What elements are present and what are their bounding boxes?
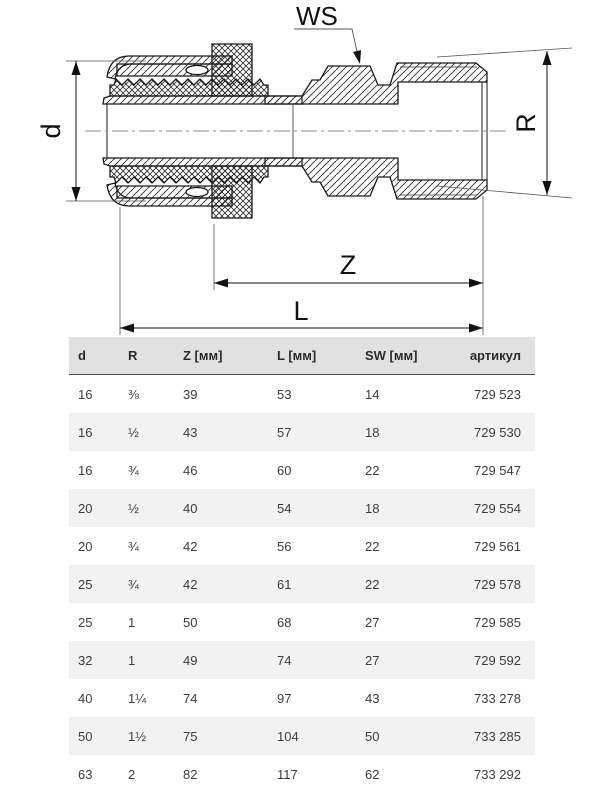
- cell-r: ¾: [128, 538, 139, 554]
- table-row: [69, 375, 535, 414]
- cell-article: 729 561: [474, 538, 521, 554]
- col-header-z: Z [мм]: [174, 337, 268, 375]
- cell-sw: 62: [365, 766, 380, 782]
- cell-article: 729 554: [474, 500, 521, 516]
- cell-article: 733 285: [474, 728, 521, 744]
- cell-z: 42: [183, 538, 198, 554]
- cell-article: 733 278: [474, 690, 521, 706]
- table-row: [69, 565, 535, 603]
- inspection-window: [186, 188, 208, 197]
- cell-l: 53: [277, 386, 292, 402]
- cell-l: 104: [277, 728, 299, 744]
- dim-label-d: d: [36, 123, 67, 139]
- cell-z: 46: [183, 462, 198, 478]
- cell-l: 60: [277, 462, 292, 478]
- technical-drawing: [0, 0, 600, 336]
- cell-r: 1: [128, 614, 136, 630]
- cell-l: 97: [277, 690, 292, 706]
- col-header-sw: SW [мм]: [356, 337, 440, 375]
- cell-d: 16: [78, 386, 93, 402]
- cell-z: 43: [183, 424, 198, 440]
- cell-article: 729 547: [474, 462, 521, 478]
- col-header-l: L [мм]: [268, 337, 356, 375]
- cell-r: ¾: [128, 576, 139, 592]
- dim-label-ws: WS: [296, 1, 338, 31]
- cell-r: 1: [128, 652, 136, 668]
- table-row: [69, 717, 535, 755]
- cell-r: 1½: [128, 728, 147, 744]
- cell-d: 40: [78, 690, 93, 706]
- cell-d: 20: [78, 500, 93, 516]
- cell-d: 50: [78, 728, 93, 744]
- spec-table: [69, 337, 535, 793]
- cell-r: ½: [128, 500, 139, 516]
- table-row: [69, 603, 535, 641]
- cell-sw: 14: [365, 386, 380, 402]
- dim-l: [120, 196, 483, 335]
- cell-sw: 50: [365, 728, 380, 744]
- dim-label-r: R: [511, 113, 542, 133]
- dim-z: [214, 224, 483, 290]
- col-header-d: d: [69, 337, 119, 375]
- cell-z: 39: [183, 386, 198, 402]
- cell-article: 729 592: [474, 652, 521, 668]
- table-row: [69, 755, 535, 793]
- cell-r: 2: [128, 766, 136, 782]
- cell-article: 729 530: [474, 424, 521, 440]
- cell-l: 56: [277, 538, 292, 554]
- cell-z: 42: [183, 576, 198, 592]
- col-header-r: R: [119, 337, 174, 375]
- dim-label-l: L: [293, 296, 309, 326]
- cell-d: 32: [78, 652, 93, 668]
- cell-z: 50: [183, 614, 198, 630]
- cell-l: 117: [277, 766, 298, 782]
- cell-l: 74: [277, 652, 292, 668]
- cell-z: 74: [183, 690, 198, 706]
- cell-l: 54: [277, 500, 292, 516]
- cell-r: ¾: [128, 462, 139, 478]
- cell-sw: 22: [365, 538, 380, 554]
- cell-z: 75: [183, 728, 198, 744]
- cell-sw: 18: [365, 424, 380, 440]
- table-row: [69, 527, 535, 565]
- cell-z: 82: [183, 766, 198, 782]
- header-row: [69, 337, 535, 375]
- cell-r: ⅜: [128, 386, 139, 402]
- table-row: [69, 451, 535, 489]
- cell-z: 49: [183, 652, 198, 668]
- cell-d: 20: [78, 538, 93, 554]
- table-row: [69, 679, 535, 717]
- cell-sw: 22: [365, 576, 380, 592]
- cell-d: 16: [78, 462, 93, 478]
- cell-article: 729 578: [474, 576, 521, 592]
- cell-sw: 27: [365, 652, 380, 668]
- dim-label-z: Z: [339, 250, 357, 280]
- cell-z: 40: [183, 500, 198, 516]
- cell-l: 61: [277, 576, 292, 592]
- table-header: [69, 337, 535, 375]
- table-body: [69, 375, 535, 794]
- table-row: [69, 641, 535, 679]
- cell-sw: 27: [365, 614, 380, 630]
- cell-d: 25: [78, 614, 93, 630]
- cell-d: 16: [78, 424, 93, 440]
- dim-ws: [294, 1, 361, 64]
- cell-article: 729 523: [474, 386, 521, 402]
- table-row: [69, 413, 535, 451]
- table-row: [69, 489, 535, 527]
- col-header-article: артикул: [440, 337, 535, 375]
- cell-sw: 22: [365, 462, 380, 478]
- cell-article: 729 585: [474, 614, 521, 630]
- cell-d: 63: [78, 766, 93, 782]
- cell-article: 733 292: [474, 766, 521, 782]
- cell-l: 68: [277, 614, 292, 630]
- cell-d: 25: [78, 576, 93, 592]
- cell-r: ½: [128, 424, 139, 440]
- cell-r: 1¼: [128, 690, 147, 706]
- cell-sw: 43: [365, 690, 380, 706]
- cell-l: 57: [277, 424, 292, 440]
- cell-sw: 18: [365, 500, 380, 516]
- inspection-window: [186, 66, 208, 75]
